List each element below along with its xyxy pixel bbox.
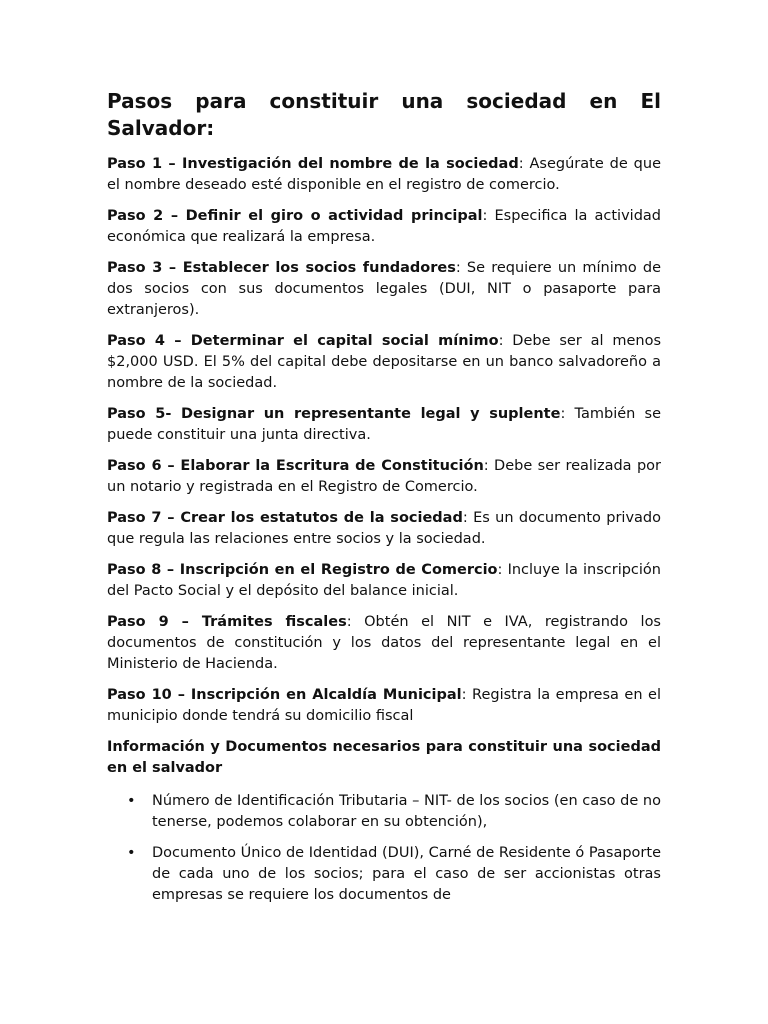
step-label: Paso 6 – Elaborar la Escritura de Constitución [107,458,484,474]
step-text: : Especifica la actividad económica que realizará la empresa. [107,208,661,245]
step-label: Paso 4 – Determinar el capital social mínimo [107,333,499,349]
step-label: Paso 3 – Establecer los socios fundadores [107,260,456,276]
bullet-icon: • [127,793,136,809]
step-text: : Es un documento privado que regula las relaciones entre socios y la sociedad. [107,510,661,547]
step-text: : Debe ser realizada por un notario y registrada en el Registro de Comercio. [107,458,661,495]
step-label: Paso 1 – Investigación del nombre de la sociedad [107,156,519,172]
step-label: Paso 9 – Trámites fiscales [107,614,347,630]
list-item-text: Número de Identificación Tributaria – NIT- de los socios (en caso de no tenerse, podemos colaborar en su obtención), [152,793,661,830]
step-text: : Registra la empresa en el municipio donde tendrá su domicilio fiscal [107,687,661,724]
step-label: Paso 8 – Inscripción en el Registro de Comercio [107,562,498,578]
list-item-text: Documento Único de Identidad (DUI), Carné de Residente ó Pasaporte de cada uno de los socios; para el caso de ser accionistas otras empresas se requiere los documentos de [152,845,661,903]
step-paragraph-6 [107,456,661,498]
step-paragraph-8 [107,560,661,602]
step-text: : Se requiere un mínimo de dos socios con sus documentos legales (DUI, NIT o pasaporte para extranjeros). [107,260,661,318]
step-text: : También se puede constituir una junta directiva. [107,406,662,443]
document-title: Pasos para constituir una sociedad en El Salvador: [107,89,661,140]
step-paragraph-2 [107,206,661,248]
list-item [107,843,661,906]
step-text: : Asegúrate de que el nombre deseado esté disponible en el registro de comercio. [107,156,661,193]
step-text: : Incluye la inscripción del Pacto Social y el depósito del balance inicial. [107,562,661,599]
document-list [107,791,661,906]
document-page [107,88,661,916]
step-paragraph-4 [107,331,661,394]
section-heading: Información y Documentos necesarios para constituir una sociedad en el salvador [107,739,661,776]
step-paragraph-3 [107,258,661,321]
step-label: Paso 7 – Crear los estatutos de la sociedad [107,510,463,526]
step-paragraph-1 [107,154,661,196]
step-paragraph-5 [107,404,661,446]
list-item [107,791,661,833]
bullet-icon: • [127,845,136,861]
step-label: Paso 10 – Inscripción en Alcaldía Municipal [107,687,462,703]
step-paragraph-10 [107,685,661,727]
step-label: Paso 2 – Definir el giro o actividad principal [107,208,483,224]
step-paragraph-7 [107,508,661,550]
step-text: : Debe ser al menos $2,000 USD. El 5% del capital debe depositarse en un banco salvadoreño a nombre de la sociedad. [107,333,661,391]
step-text: : Obtén el NIT e IVA, registrando los documentos de constitución y los datos del representante legal en el Ministerio de Hacienda. [107,614,661,672]
step-label: Paso 5- Designar un representante legal y suplente [107,406,561,422]
step-paragraph-9 [107,612,661,675]
